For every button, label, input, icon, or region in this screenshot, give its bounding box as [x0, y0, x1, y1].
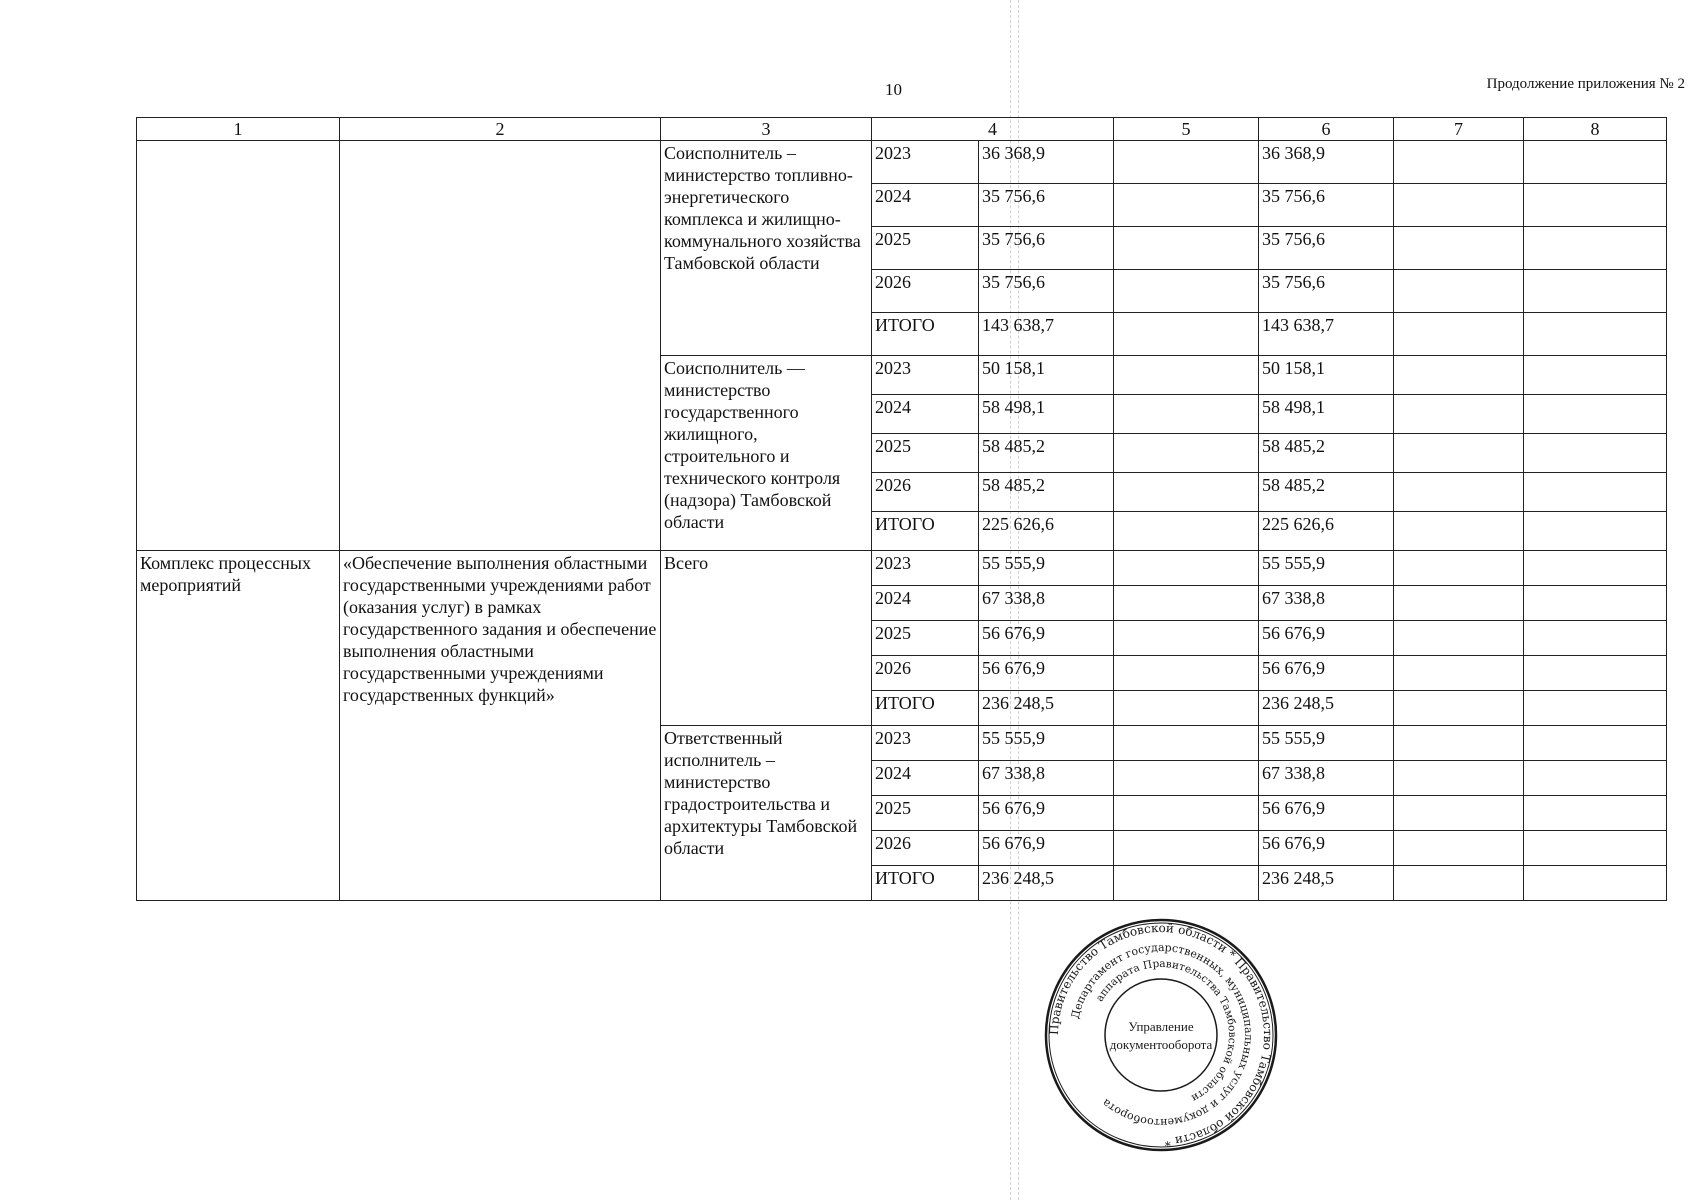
value-cell: [1394, 227, 1524, 270]
column-header: 4: [872, 118, 1114, 141]
period-cell: 2023: [872, 141, 979, 184]
value-cell: [1524, 586, 1667, 621]
value-cell: [1114, 761, 1259, 796]
value-cell: 236 248,5: [1259, 866, 1394, 901]
value-cell: [1114, 866, 1259, 901]
value-cell: 58 485,2: [1259, 473, 1394, 512]
value-cell: [1394, 831, 1524, 866]
value-cell: [1394, 796, 1524, 831]
period-cell: 2024: [872, 395, 979, 434]
value-cell: [1524, 270, 1667, 313]
executor-cell: Всего: [661, 551, 872, 726]
value-cell: 143 638,7: [979, 313, 1114, 356]
value-cell: [1114, 313, 1259, 356]
value-cell: [1394, 726, 1524, 761]
period-cell: 2025: [872, 621, 979, 656]
value-cell: [1394, 512, 1524, 551]
value-cell: [1524, 761, 1667, 796]
column-header: 8: [1524, 118, 1667, 141]
value-cell: 50 158,1: [1259, 356, 1394, 395]
official-stamp: [1044, 918, 1278, 1152]
value-cell: [1524, 656, 1667, 691]
period-cell: 2023: [872, 551, 979, 586]
column-header: 7: [1394, 118, 1524, 141]
value-cell: 58 485,2: [979, 473, 1114, 512]
period-cell: 2024: [872, 184, 979, 227]
value-cell: [1394, 621, 1524, 656]
value-cell: 67 338,8: [979, 761, 1114, 796]
value-cell: [1394, 184, 1524, 227]
row-type-cell: Комплекс процессных мероприятий: [137, 551, 340, 901]
value-cell: 56 676,9: [1259, 656, 1394, 691]
value-cell: [1524, 395, 1667, 434]
period-cell: 2026: [872, 656, 979, 691]
value-cell: 56 676,9: [979, 621, 1114, 656]
column-header: 1: [137, 118, 340, 141]
value-cell: [1394, 395, 1524, 434]
value-cell: 236 248,5: [1259, 691, 1394, 726]
table-body: [137, 118, 1667, 901]
value-cell: [1524, 313, 1667, 356]
period-cell: 2025: [872, 796, 979, 831]
value-cell: [1524, 473, 1667, 512]
value-cell: 35 756,6: [979, 270, 1114, 313]
value-cell: [1114, 184, 1259, 227]
executor-cell: Соисполнитель — министерство государственного жилищного, строительного и технического контроля (надзора) Тамбовской области: [661, 356, 872, 551]
column-header-row: [137, 118, 1667, 141]
value-cell: [1394, 356, 1524, 395]
value-cell: 225 626,6: [1259, 512, 1394, 551]
value-cell: 56 676,9: [979, 831, 1114, 866]
period-cell: ИТОГО: [872, 512, 979, 551]
table-row: [137, 551, 1667, 586]
stamp-center-line-2: документооборота: [1109, 1037, 1213, 1052]
value-cell: 35 756,6: [1259, 227, 1394, 270]
value-cell: [1394, 313, 1524, 356]
budget-table: [136, 117, 1667, 901]
value-cell: [1394, 761, 1524, 796]
value-cell: [1114, 551, 1259, 586]
column-header: 5: [1114, 118, 1259, 141]
value-cell: [1524, 184, 1667, 227]
value-cell: 236 248,5: [979, 691, 1114, 726]
value-cell: 58 485,2: [1259, 434, 1394, 473]
value-cell: 55 555,9: [1259, 551, 1394, 586]
value-cell: [1524, 831, 1667, 866]
value-cell: [1114, 473, 1259, 512]
period-cell: 2023: [872, 726, 979, 761]
value-cell: [1524, 866, 1667, 901]
stamp-inner-ring-text: аппарата Правительства Тамбовской области: [1093, 957, 1239, 1105]
executor-cell: Ответственный исполнитель – министерство градостроительства и архитектуры Тамбовской области: [661, 726, 872, 901]
period-cell: ИТОГО: [872, 866, 979, 901]
period-cell: 2023: [872, 356, 979, 395]
executor-cell: Соисполнитель – министерство топливно-энергетического комплекса и жилищно-коммунального хозяйства Тамбовской области: [661, 141, 872, 356]
value-cell: 143 638,7: [1259, 313, 1394, 356]
value-cell: 225 626,6: [979, 512, 1114, 551]
value-cell: 56 676,9: [1259, 831, 1394, 866]
value-cell: [1114, 141, 1259, 184]
value-cell: [1524, 356, 1667, 395]
value-cell: [1114, 796, 1259, 831]
column-header: 6: [1259, 118, 1394, 141]
period-cell: 2024: [872, 761, 979, 796]
value-cell: [1114, 227, 1259, 270]
value-cell: 56 676,9: [979, 656, 1114, 691]
value-cell: [1394, 473, 1524, 512]
row-type-cell: [137, 141, 340, 551]
value-cell: 236 248,5: [979, 866, 1114, 901]
value-cell: 67 338,8: [1259, 761, 1394, 796]
value-cell: 56 676,9: [1259, 796, 1394, 831]
period-cell: 2026: [872, 270, 979, 313]
appendix-continuation-header: Продолжение приложения № 2: [1486, 76, 1685, 92]
event-name-cell: [340, 141, 661, 551]
value-cell: [1114, 656, 1259, 691]
period-cell: 2024: [872, 586, 979, 621]
value-cell: 56 676,9: [979, 796, 1114, 831]
period-cell: 2025: [872, 434, 979, 473]
value-cell: [1114, 356, 1259, 395]
value-cell: 55 555,9: [979, 551, 1114, 586]
page-number: 10: [885, 80, 902, 99]
value-cell: [1524, 551, 1667, 586]
value-cell: [1524, 796, 1667, 831]
table-row: [137, 141, 1667, 184]
value-cell: [1394, 270, 1524, 313]
value-cell: [1394, 434, 1524, 473]
column-header: 3: [661, 118, 872, 141]
stamp-inner-ring: [1105, 979, 1217, 1091]
value-cell: [1524, 434, 1667, 473]
value-cell: [1524, 726, 1667, 761]
value-cell: 35 756,6: [1259, 184, 1394, 227]
value-cell: 36 368,9: [1259, 141, 1394, 184]
value-cell: 58 485,2: [979, 434, 1114, 473]
value-cell: [1524, 621, 1667, 656]
period-cell: 2025: [872, 227, 979, 270]
value-cell: 58 498,1: [979, 395, 1114, 434]
value-cell: [1114, 395, 1259, 434]
period-cell: 2026: [872, 473, 979, 512]
value-cell: [1114, 621, 1259, 656]
value-cell: [1524, 227, 1667, 270]
value-cell: 55 555,9: [979, 726, 1114, 761]
stamp-center-line-1: Управление: [1128, 1019, 1194, 1034]
value-cell: [1114, 831, 1259, 866]
column-header: 2: [340, 118, 661, 141]
value-cell: [1524, 512, 1667, 551]
value-cell: [1394, 866, 1524, 901]
value-cell: [1394, 656, 1524, 691]
value-cell: [1394, 691, 1524, 726]
value-cell: [1524, 691, 1667, 726]
period-cell: 2026: [872, 831, 979, 866]
value-cell: 50 158,1: [979, 356, 1114, 395]
value-cell: 56 676,9: [1259, 621, 1394, 656]
value-cell: [1394, 551, 1524, 586]
event-name-cell: «Обеспечение выполнения областными государственными учреждениями работ (оказания услуг) в рамках государственного задания и обеспечение выполнения областными государственными учреждениями государственных функций»: [340, 551, 661, 901]
value-cell: [1114, 586, 1259, 621]
value-cell: [1394, 141, 1524, 184]
value-cell: [1114, 512, 1259, 551]
value-cell: 36 368,9: [979, 141, 1114, 184]
value-cell: [1114, 434, 1259, 473]
value-cell: [1524, 141, 1667, 184]
value-cell: 67 338,8: [979, 586, 1114, 621]
value-cell: [1114, 270, 1259, 313]
period-cell: ИТОГО: [872, 313, 979, 356]
value-cell: 35 756,6: [979, 184, 1114, 227]
period-cell: ИТОГО: [872, 691, 979, 726]
value-cell: 58 498,1: [1259, 395, 1394, 434]
value-cell: 35 756,6: [979, 227, 1114, 270]
value-cell: 55 555,9: [1259, 726, 1394, 761]
stamp-middle-text: Департамент государственных, муниципальных услуг и документооборота: [1068, 940, 1256, 1130]
value-cell: 35 756,6: [1259, 270, 1394, 313]
value-cell: [1114, 691, 1259, 726]
value-cell: [1394, 586, 1524, 621]
value-cell: 67 338,8: [1259, 586, 1394, 621]
stamp-outer-text: Правительство Тамбовской области * Правительство Тамбовской области *: [1046, 920, 1276, 1149]
value-cell: [1114, 726, 1259, 761]
